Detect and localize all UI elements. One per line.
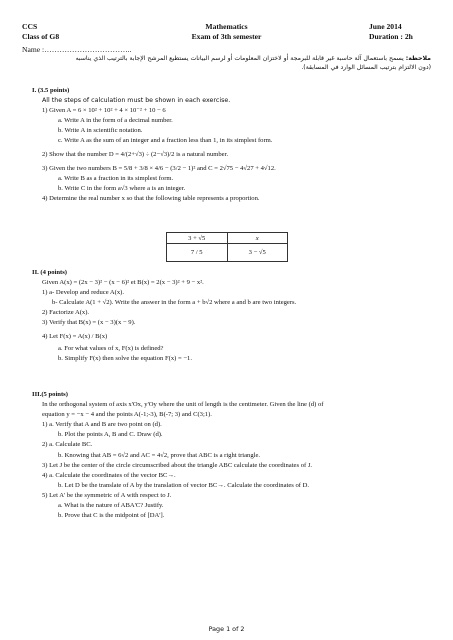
question-1-1b: b. Write A in scientific notation. [58, 127, 143, 135]
question-3-5: 5) Let A' be the symmetric of A with respect to J. [42, 491, 172, 499]
question-2-3: 3) Verify that B(x) = (x − 3)(x − 9). [42, 319, 136, 327]
question-3-5a: a. What is the nature of ABA'C? Justify. [58, 502, 164, 510]
question-2-4: 4) Let F(x) = A(x) / B(x) [42, 332, 108, 340]
question-1-3: 3) Given the two numbers B = 5/8 + 3/8 × 4/6 − (3/2 − 1)² and C = 2√75 − 4√27 + 4√12. [42, 164, 276, 172]
section-3-title: III.(5 points) [32, 391, 68, 398]
section-1-title: I. (3.5 points) [32, 87, 70, 94]
question-1-1: 1) Given A = 6 × 10² + 10² + 4 × 10⁻² + 10 − 6 [42, 107, 166, 115]
section-3 [32, 390, 427, 521]
subject: Mathematics [205, 22, 248, 31]
question-2-2: 2) Factorize A(x). [42, 309, 90, 317]
question-3-5b: b. Prove that C is the midpoint of [DA']. [58, 512, 165, 520]
section-1 [32, 86, 427, 204]
question-2-1b: b- Calculate A(1 + √2). Write the answer in the form a + b√2 where a and b are two integers. [52, 299, 297, 307]
header-right [369, 22, 431, 41]
section-2 [32, 268, 427, 364]
question-3-2b: b. Knowing that AB = 6√2 and AC = 4√2, prove that ABC is a right triangle. [58, 451, 261, 459]
table-cell-r1c1: 3 + √5 [167, 233, 228, 244]
page-footer: Page 1 of 2 [208, 625, 245, 633]
question-2-4a: a. For what values of x, F(x) is defined? [58, 344, 164, 352]
table-cell-r2c1: 7 / 5 [167, 244, 228, 262]
question-3-4: 4) a. Calculate the coordinates of the vector BC→. [42, 471, 176, 479]
school-name: CCS [22, 22, 38, 31]
section-2-given: Given A(x) = (2x − 3)² − (x − 6)² et B(x) = 2(x − 3)² + 9 − x². [42, 279, 204, 287]
section-2-title: II. (4 points) [32, 269, 67, 276]
question-1-2: 2) Show that the number D = 4/(2+√3) ÷ (2−√3)/2 is a natural number. [42, 150, 229, 158]
exam-duration: Duration : 2h [369, 31, 413, 41]
table-cell-r2c2: 3 − √5 [227, 244, 288, 262]
question-1-3b: b. Write C in the form a√3 where a is an integer. [58, 184, 186, 192]
question-2-1: 1) a- Develop and reduce A(x). [42, 289, 125, 297]
question-3-4b: b. Let D be the translate of A by the translation of vector BC→. Calculate the coordinates of D. [58, 481, 310, 489]
question-3-1: 1) a. Verify that A and B are two point on (d). [42, 421, 162, 429]
table-cell-r1c2: x [227, 233, 288, 244]
question-1-1c: c. Write A as the sum of an integer and a fraction less than 1, in its simplest form. [58, 137, 273, 145]
question-3-1b: b. Plot the points A, B and C. Draw (d). [58, 431, 163, 439]
section-1-instruction: All the steps of calculation must be shown in each exercise. [42, 97, 231, 105]
exam-date: June 2014 [369, 22, 402, 31]
section-3-intro-1: In the orthogonal system of axis x'Ox, y'Oy where the unit of length is the centimeter. Given the line (d) of [42, 401, 324, 409]
question-1-4: 4) Determine the real number x so that the following table represents a proportion. [42, 194, 260, 202]
arabic-note [22, 54, 431, 72]
arabic-note-label: ملاحظة: [405, 55, 431, 62]
proportion-table [166, 232, 288, 262]
class-name: Class of G8 [22, 31, 60, 41]
arabic-note-line1: يسمح باستعمال آلة حاسبة غير قابلة للبرمجة أو لاختزان المعلومات أو لرسم البيانات يستطيع المرشح الإجابة بالترتيب الذي يناسبه [75, 55, 404, 62]
question-3-3: 3) Let J be the center of the circle circumscribed about the triangle ABC calculate the coordinates of J. [42, 461, 313, 469]
question-2-4b: b. Simplify F(x) then solve the equation F(x) = −1. [58, 354, 192, 362]
name-field: Name :…………………………….. [22, 45, 132, 54]
exam-title: Exam of 3th semester [191, 31, 262, 41]
question-3-2: 2) a. Calculate BC. [42, 441, 93, 449]
arabic-note-line2: (دون الالتزام بترتيب المسائل الوارد في المسابقة). [301, 64, 431, 71]
section-3-intro-2: equation y = −x − 4 and the points A(-1;-3), B(-7; 3) and C(3;1). [42, 411, 212, 419]
question-1-3a: a. Write B as a fraction in its simplest form. [58, 174, 174, 182]
question-1-1a: a. Write A in the form of a decimal number. [58, 117, 173, 125]
